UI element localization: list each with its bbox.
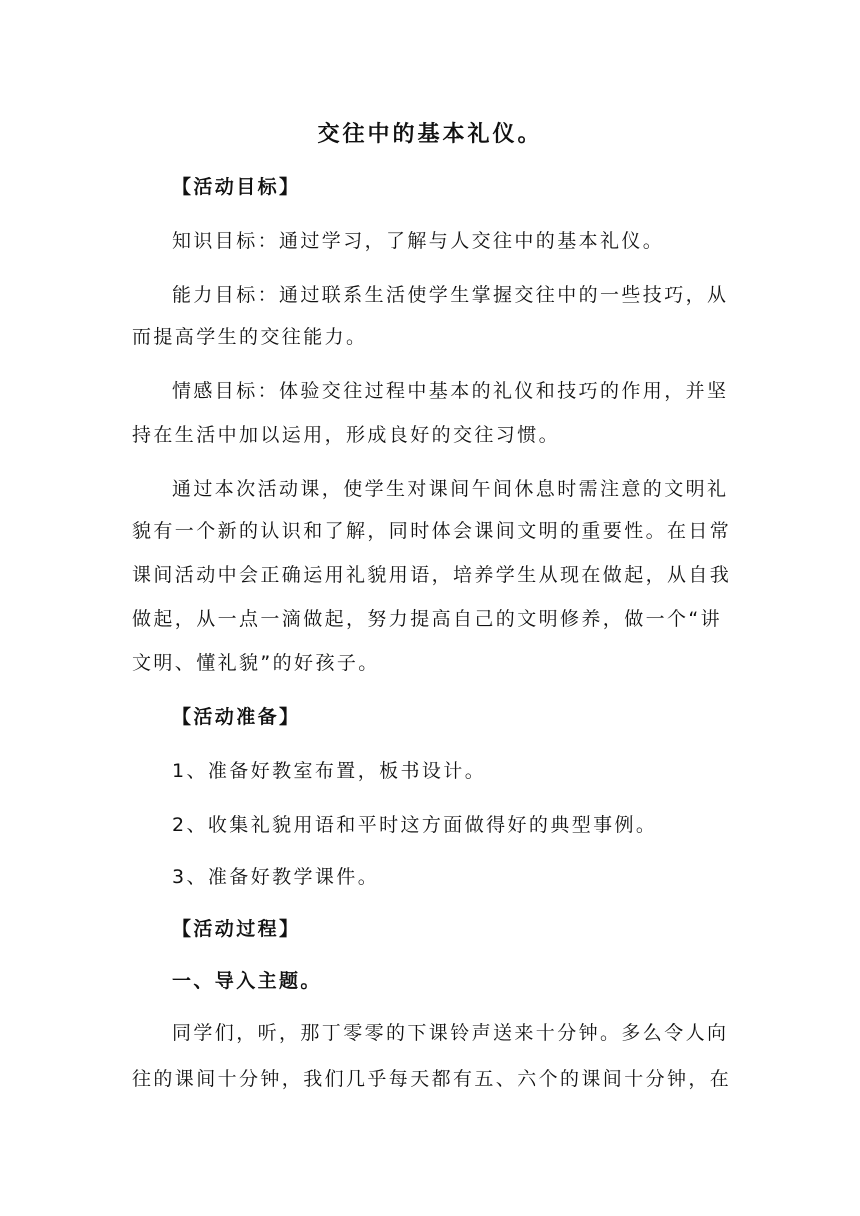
- intro-line-5: 文明、懂礼貌”的好孩子。: [132, 652, 380, 674]
- prep-item-2: 2、收集礼貌用语和平时这方面做得好的典型事例。: [172, 814, 658, 836]
- section-heading-process: 【活动过程】: [172, 918, 301, 940]
- step-heading-1: 一、导入主题。: [172, 970, 322, 992]
- prep-item-3: 3、准备好教学课件。: [172, 866, 380, 888]
- goal-ability-line-1: 能力目标：通过联系生活使学生掌握交往中的一些技巧，从: [172, 284, 729, 306]
- section-heading-goals: 【活动目标】: [172, 176, 301, 198]
- body-line-1: 同学们，听，那丁零零的下课铃声送来十分钟。多么令人向: [172, 1022, 729, 1044]
- prep-item-1: 1、准备好教室布置，板书设计。: [172, 760, 487, 782]
- goal-knowledge: 知识目标：通过学习，了解与人交往中的基本礼仪。: [172, 230, 665, 252]
- goal-emotion-line-2: 持在生活中加以运用，形成良好的交往习惯。: [132, 424, 561, 446]
- body-line-2: 往的课间十分钟，我们几乎每天都有五、六个的课间十分钟，在: [132, 1068, 732, 1090]
- intro-line-3: 课间活动中会正确运用礼貌用语，培养学生从现在做起，从自我: [132, 564, 732, 586]
- document-title: 交往中的基本礼仪。: [317, 122, 543, 147]
- goal-ability-line-2: 而提高学生的交往能力。: [132, 326, 368, 348]
- goal-emotion-line-1: 情感目标：体验交往过程中基本的礼仪和技巧的作用，并坚: [172, 380, 729, 402]
- intro-line-1: 通过本次活动课，使学生对课间午间休息时需注意的文明礼: [172, 478, 729, 500]
- intro-line-2: 貌有一个新的认识和了解，同时体会课间文明的重要性。在日常: [132, 520, 732, 542]
- section-heading-prep: 【活动准备】: [172, 706, 301, 728]
- intro-line-4: 做起，从一点一滴做起，努力提高自己的文明修养，做一个“讲: [132, 608, 723, 630]
